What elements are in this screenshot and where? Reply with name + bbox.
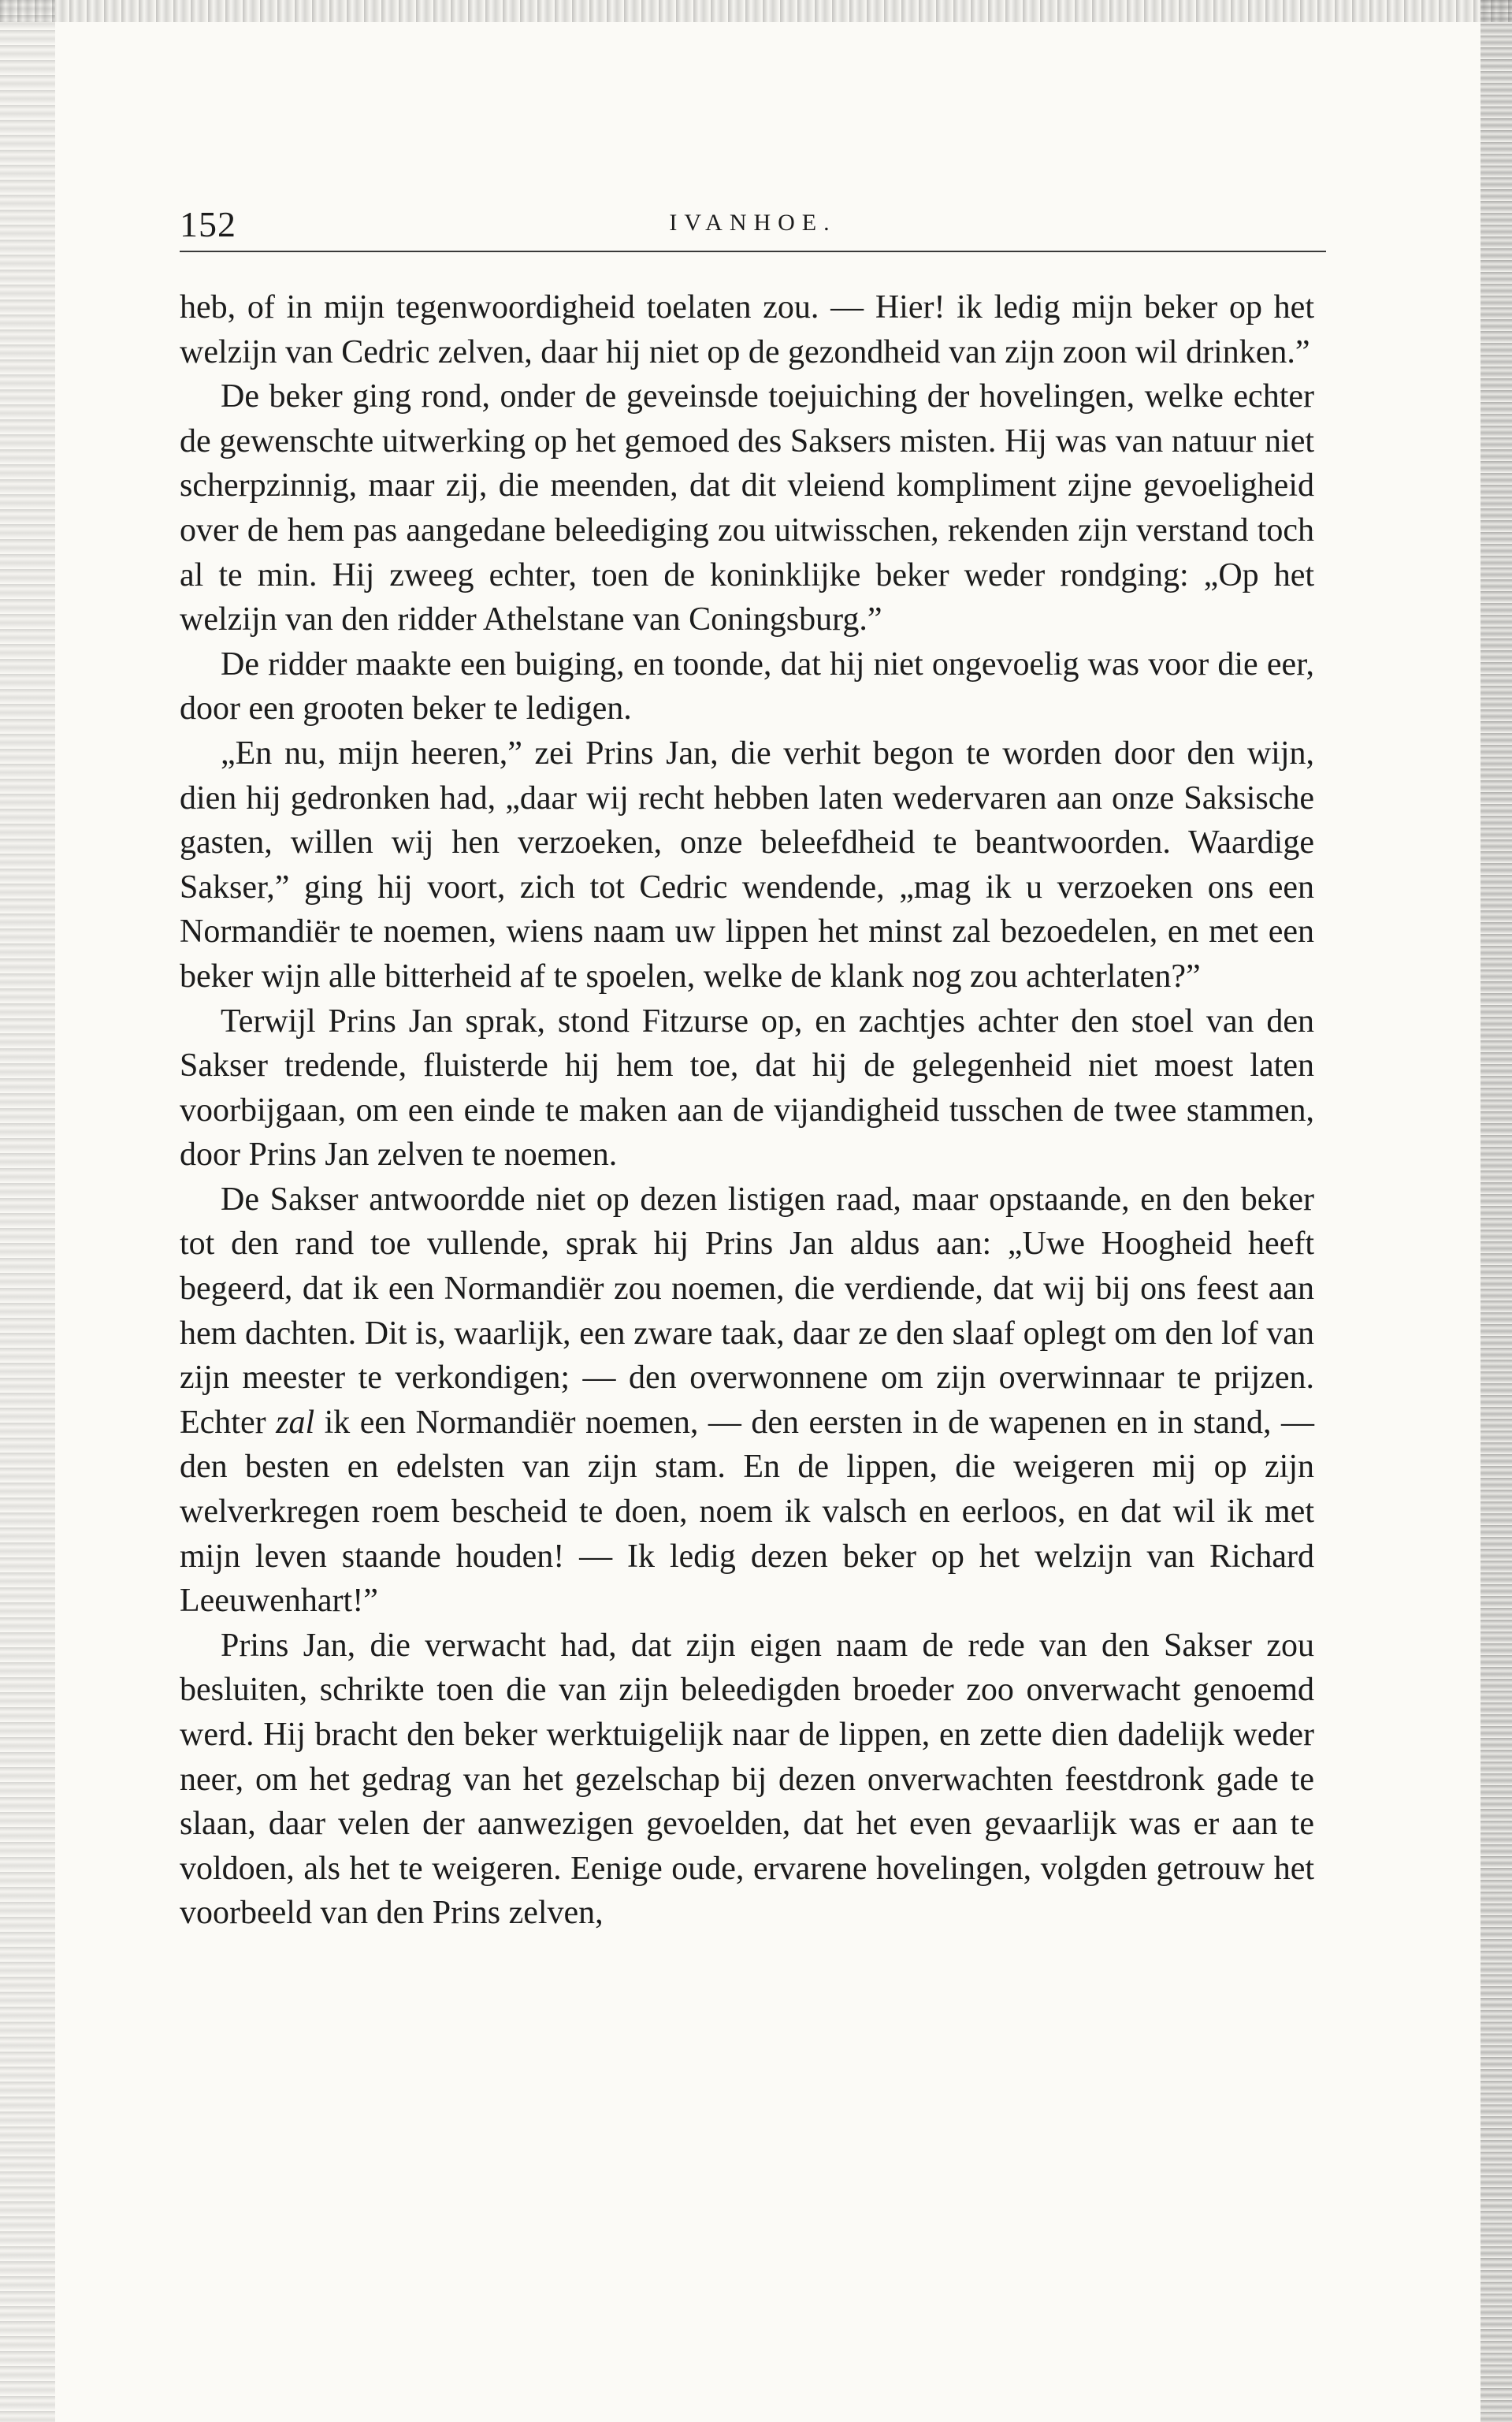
scan-edge-top xyxy=(0,0,1512,22)
paragraph: De Sakser antwoordde niet op dezen listigen raad, maar opstaande, en den beker tot den rand toe vullende, sprak hij Prins Jan aldus aan: „Uwe Hoogheid heeft begeerd, dat ik een Normandiër zou noemen, die verdiende, dat wij bij ons feest aan hem dachten. Dit is, waarlijk, een zware taak, daar ze den slaaf oplegt om den lof van zijn meester te verkondigen; — den overwonnene om zijn overwinnaar te prijzen. Echter zal ik een Normandiër noemen, — den eersten in de wapenen en in stand, — den besten en edelsten van zijn stam. En de lippen, die weigeren mij op zijn welverkregen roem bescheid te doen, noem ik valsch en eerloos, en dat wil ik met mijn leven staande houden! — Ik ledig dezen beker op het welzijn van Richard Leeuwenhart!” xyxy=(180,1181,1314,1620)
scan-edge-left xyxy=(0,0,55,2422)
paragraph: „En nu, mijn heeren,” zei Prins Jan, die verhit begon te worden door den wijn, dien hij gedronken had, „daar wij recht hebben laten wedervaren aan onze Saksische gasten, willen wij hen verzoeken, onze beleefdheid te beantwoorden. Waardige Sakser,” ging hij voort, zich tot Cedric wendende, „mag ik u verzoeken ons een Normandiër te noemen, wiens naam uw lippen het minst zal bezoedelen, en met een beker wijn alle bitterheid af te spoelen, welke de klank nog zou achterlaten?” xyxy=(180,735,1314,995)
paragraph: Terwijl Prins Jan sprak, stond Fitzurse op, en zachtjes achter den stoel van den Sakser tredende, fluisterde hij hem toe, dat hij de gelegenheid niet moest laten voorbijgaan, om een einde te maken aan de vijandigheid tusschen de twee stammen, door Prins Jan zelven te noemen. xyxy=(180,1003,1314,1174)
paragraph: heb, of in mijn tegenwoordigheid toelaten zou. — Hier! ik ledig mijn beker op het welzijn van Cedric zelven, daar hij niet op de gezondheid van zijn zoon wil drinken.” xyxy=(180,289,1314,370)
paragraph: De beker ging rond, onder de geveinsde toejuiching der hovelingen, welke echter de gewenschte uitwerking op het gemoed des Saksers misten. Hij was van natuur niet scherpzinnig, maar zij, die meenden, dat dit vleiend kompliment zijne gevoeligheid over de hem pas aangedane beleediging zou uitwisschen, rekenden zijn verstand toch al te min. Hij zweeg echter, toen de koninklijke beker weder rondging: „Op het welzijn van den ridder Athelstane van Coningsburg.” xyxy=(180,378,1314,638)
body-text xyxy=(180,285,1314,1936)
page-number: 152 xyxy=(180,204,236,244)
emphasis: zal xyxy=(276,1404,315,1441)
paragraph: De ridder maakte een buiging, en toonde, dat hij niet ongevoelig was voor die eer, door een grooten beker te ledigen. xyxy=(180,645,1314,727)
page-header xyxy=(180,203,1326,252)
scan-edge-right xyxy=(1480,0,1512,2422)
paragraph: Prins Jan, die verwacht had, dat zijn eigen naam de rede van den Sakser zou besluiten, schrikte toen die van zijn beleedigden broeder zoo onverwacht genoemd werd. Hij bracht den beker werktuigelijk naar de lippen, en zette dien dadelijk weder neer, om het gedrag van het gezelschap bij dezen onverwachten feestdronk gade te slaan, daar velen der aanwezigen gevoelden, dat het even gevaarlijk was er aan te voldoen, als het te weigeren. Eenige oude, ervarene hovelingen, volgden getrouw het voorbeeld van den Prins zelven, xyxy=(180,1627,1314,1932)
running-title: IVANHOE. xyxy=(669,210,837,236)
